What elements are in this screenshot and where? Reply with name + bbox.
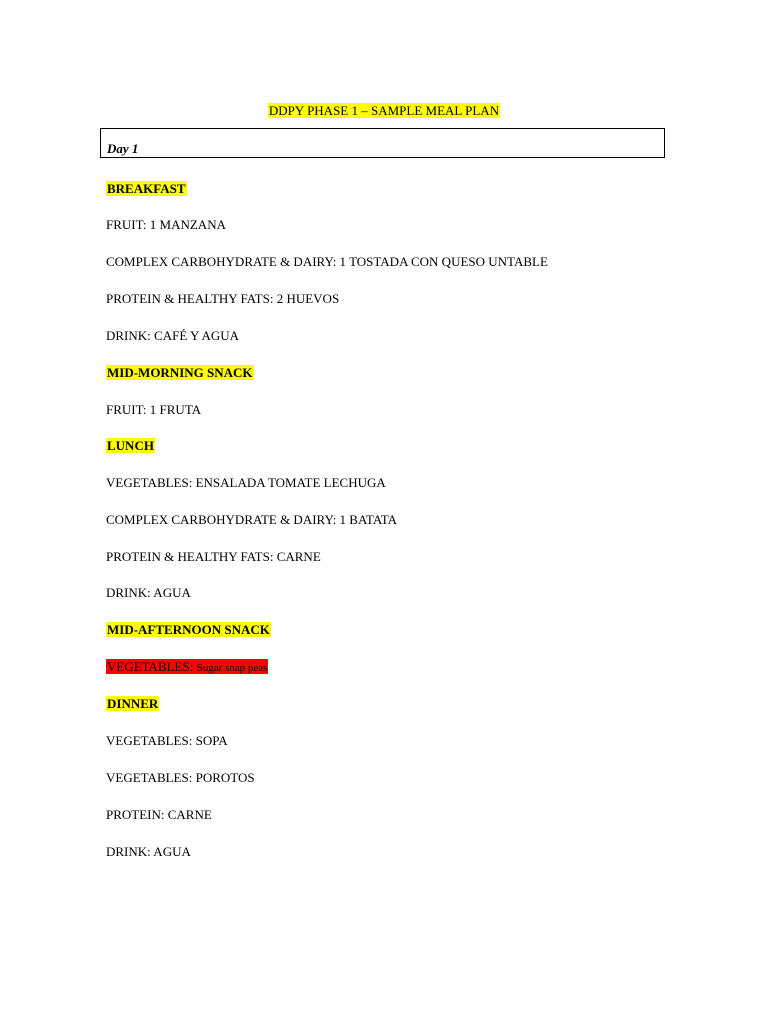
meal-line: VEGETABLES: SOPA bbox=[106, 733, 228, 748]
meal-line: PROTEIN: CARNE bbox=[106, 807, 212, 822]
meal-line: COMPLEX CARBOHYDRATE & DAIRY: 1 BATATA bbox=[106, 512, 398, 527]
red-line-suffix: Sugar snap peas bbox=[196, 662, 268, 674]
meal-line: VEGETABLES: POROTOS bbox=[106, 770, 255, 785]
section-heading-mid-afternoon-snack bbox=[106, 621, 271, 639]
section-heading-text: MID-MORNING SNACK bbox=[107, 365, 253, 380]
section-heading-text: BREAKFAST bbox=[107, 181, 186, 196]
section-heading-mid-morning-snack bbox=[106, 364, 254, 382]
meal-line: DRINK: CAFÉ Y AGUA bbox=[106, 328, 240, 343]
day-label: Day 1 bbox=[107, 141, 139, 156]
section-heading-text: MID-AFTERNOON SNACK bbox=[107, 622, 270, 637]
meal-line: COMPLEX CARBOHYDRATE & DAIRY: 1 TOSTADA CON QUESO UNTABLE bbox=[106, 254, 548, 269]
document-title bbox=[0, 102, 768, 120]
meal-line: FRUIT: 1 FRUTA bbox=[106, 402, 202, 417]
section-heading-lunch bbox=[106, 437, 155, 455]
meal-line: DRINK: AGUA bbox=[106, 844, 191, 859]
meal-line: PROTEIN & HEALTHY FATS: 2 HUEVOS bbox=[106, 291, 340, 306]
red-highlight bbox=[106, 659, 268, 674]
section-heading-breakfast bbox=[106, 180, 187, 198]
red-line-prefix: VEGETABLES: bbox=[107, 659, 197, 674]
section-heading-text: LUNCH bbox=[107, 438, 154, 453]
meal-line-highlighted-red bbox=[106, 658, 268, 677]
meal-line: PROTEIN & HEALTHY FATS: CARNE bbox=[106, 549, 321, 564]
document-title-text: DDPY PHASE 1 – SAMPLE MEAL PLAN bbox=[268, 103, 500, 118]
meal-line: DRINK: AGUA bbox=[106, 585, 191, 600]
section-heading-dinner bbox=[106, 695, 159, 713]
meal-line: FRUIT: 1 MANZANA bbox=[106, 217, 226, 232]
day-box bbox=[100, 128, 665, 158]
meal-line: VEGETABLES: ENSALADA TOMATE LECHUGA bbox=[106, 475, 386, 490]
section-heading-text: DINNER bbox=[107, 696, 159, 711]
